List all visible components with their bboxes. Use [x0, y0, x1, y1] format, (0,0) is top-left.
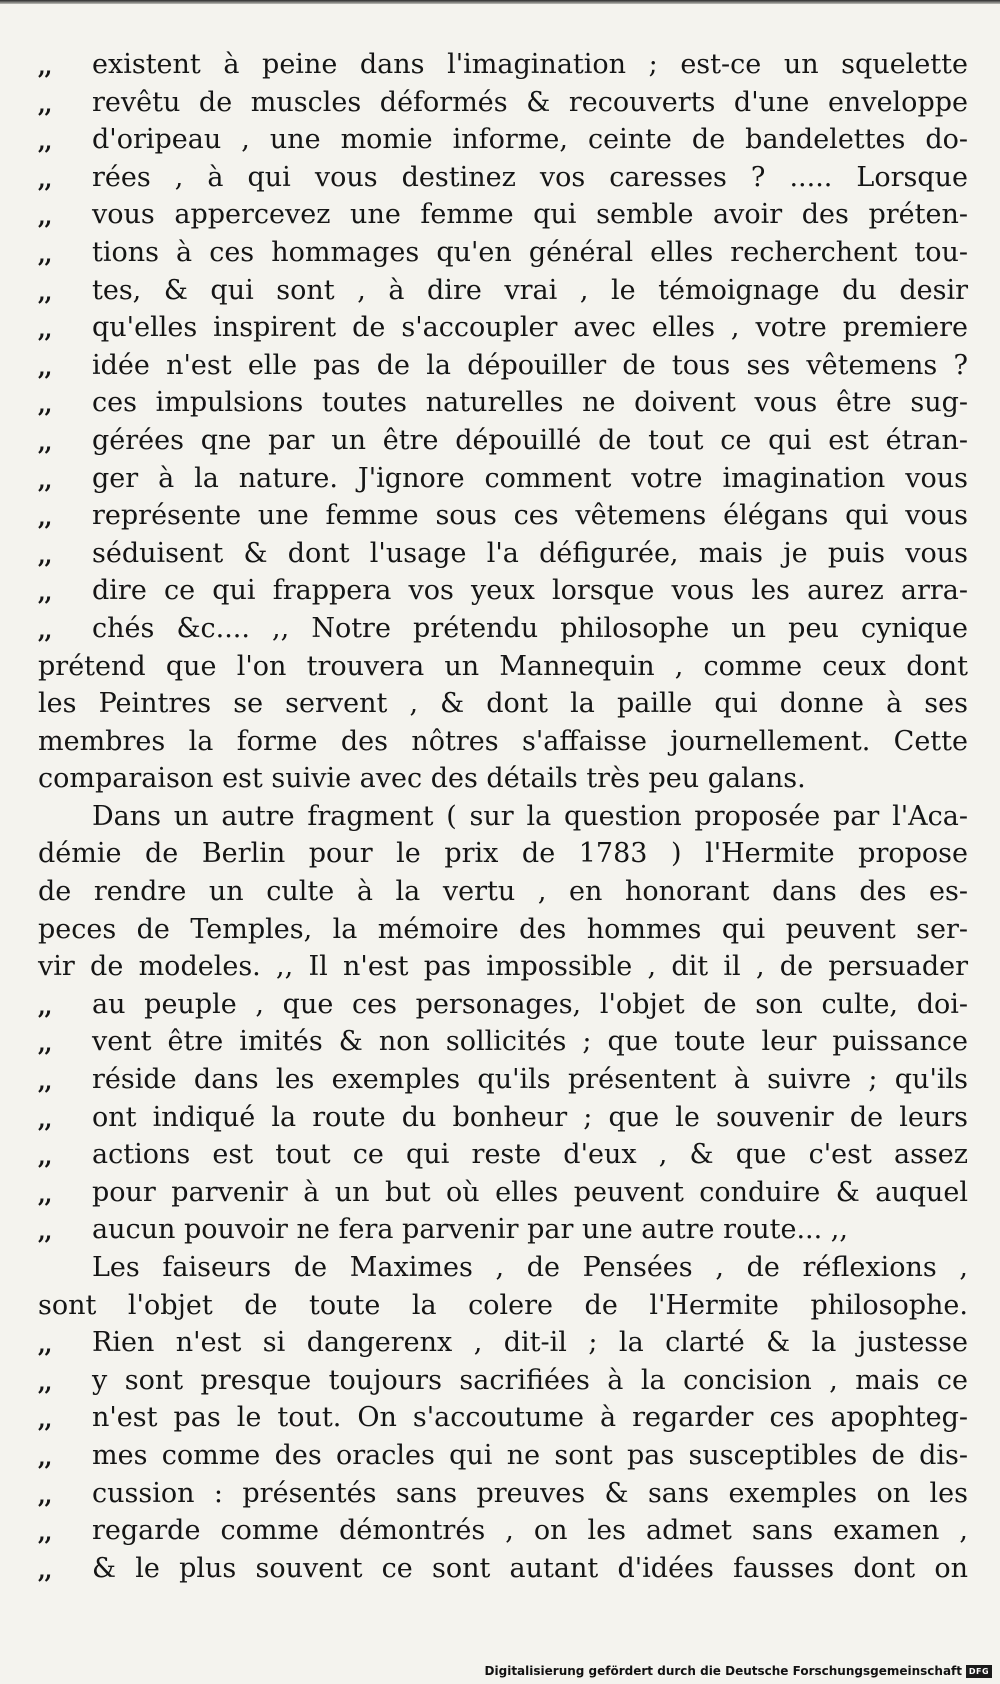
- line-text: rées , à qui vous destinez vos caresses ? ..... Lorsque: [92, 161, 968, 193]
- quote-mark: ,,: [38, 1407, 52, 1434]
- line-text: cussion : présentés sans preuves & sans exemples on les: [92, 1477, 968, 1509]
- text-line: [38, 1136, 968, 1174]
- text-line: [38, 121, 968, 159]
- quote-mark: ,,: [38, 1069, 52, 1096]
- text-line: [38, 460, 968, 498]
- text-line: [38, 1324, 968, 1362]
- text-line: [38, 723, 968, 761]
- text-line: [38, 1550, 968, 1588]
- line-text: prétend que l'on trouvera un Mannequin , comme ceux dont: [38, 650, 968, 682]
- text-line: [38, 685, 968, 723]
- quote-mark: ,,: [38, 1332, 52, 1359]
- text-line: [38, 1362, 968, 1400]
- quote-mark: ,,: [38, 241, 52, 268]
- quote-mark: ,,: [38, 91, 52, 118]
- line-text: dire ce qui frappera vos yeux lorsque vous les aurez arra-: [92, 575, 968, 607]
- line-text: réside dans les exemples qu'ils présentent à suivre ; qu'ils: [92, 1064, 968, 1096]
- quote-mark: ,,: [38, 1219, 52, 1246]
- text-line: [38, 1174, 968, 1212]
- line-text: Dans un autre fragment ( sur la question proposée par l'Aca-: [92, 800, 968, 832]
- text-line: [38, 1475, 968, 1513]
- text-line: [38, 535, 968, 573]
- text-line: [38, 234, 968, 272]
- dfg-logo: DFG: [966, 1665, 992, 1678]
- text-line: [38, 347, 968, 385]
- line-text: pour parvenir à un but où elles peuvent conduire & auquel: [92, 1176, 968, 1208]
- quote-mark: ,,: [38, 429, 52, 456]
- text-line: [38, 384, 968, 422]
- quote-mark: ,,: [38, 54, 52, 80]
- text-line: [38, 648, 968, 686]
- text-line: [38, 84, 968, 122]
- line-text: regarde comme démontrés , on les admet sans examen ,: [92, 1515, 968, 1547]
- quote-mark: ,,: [38, 317, 52, 344]
- quote-mark: ,,: [38, 1031, 52, 1058]
- quote-mark: ,,: [38, 204, 52, 231]
- text-line: [38, 948, 968, 986]
- text-line: [38, 572, 968, 610]
- quote-mark: ,,: [38, 1106, 52, 1133]
- line-text: gérées qne par un être dépouillé de tout ce qui est étran-: [92, 424, 968, 456]
- quote-mark: ,,: [38, 1444, 52, 1471]
- digitization-credit: [485, 1664, 992, 1678]
- text-line: [38, 1023, 968, 1061]
- line-text: Les faiseurs de Maximes , de Pensées , de réflexions ,: [92, 1252, 968, 1283]
- quote-mark: ,,: [38, 1181, 52, 1208]
- quote-mark: ,,: [38, 354, 52, 381]
- quote-mark: ,,: [38, 505, 52, 532]
- line-text: ont indiqué la route du bonheur ; que le souvenir de leurs: [92, 1101, 968, 1133]
- quote-mark: ,,: [38, 279, 52, 306]
- page-top-edge: [0, 0, 1000, 4]
- text-line: [38, 986, 968, 1024]
- text-line: [38, 610, 968, 648]
- text-line: [38, 1099, 968, 1137]
- line-text: tes, & qui sont , à dire vrai , le témoignage du desir: [92, 274, 968, 306]
- line-text: de rendre un culte à la vertu , en honorant dans des es-: [38, 876, 968, 908]
- quote-mark: ,,: [38, 993, 52, 1020]
- line-text: idée n'est elle pas de la dépouiller de tous ses vêtemens ?: [92, 349, 968, 381]
- quote-mark: ,,: [38, 1557, 52, 1584]
- quote-mark: ,,: [38, 1369, 52, 1396]
- line-text: vous appercevez une femme qui semble avoir des préten-: [92, 199, 968, 231]
- quote-mark: ,,: [38, 617, 52, 644]
- line-text: d'oripeau , une momie informe, ceinte de bandelettes do-: [92, 124, 968, 156]
- line-text: au peuple , que ces personages, l'objet de son culte, doi-: [92, 988, 968, 1020]
- line-text: qu'elles inspirent de s'accoupler avec elles , votre premiere: [92, 312, 968, 344]
- text-line: [38, 422, 968, 460]
- quote-mark: ,,: [38, 467, 52, 494]
- text-line: [38, 1249, 968, 1287]
- text-line: [38, 835, 968, 873]
- quote-mark: ,,: [38, 580, 52, 607]
- line-text: sont l'objet de toute la colere de l'Hermite philosophe.: [38, 1289, 968, 1321]
- quote-mark: ,,: [38, 166, 52, 193]
- text-line: [38, 1211, 968, 1249]
- text-line: [38, 760, 968, 798]
- line-text: & le plus souvent ce sont autant d'idées fausses dont on: [92, 1552, 968, 1584]
- line-text: actions est tout ce qui reste d'eux , & que c'est assez: [92, 1139, 968, 1171]
- line-text: aucun pouvoir ne fera parvenir par une autre route... ,,: [92, 1214, 848, 1246]
- line-text: séduisent & dont l'usage l'a défigurée, mais je puis vous: [92, 537, 968, 569]
- line-text: vent être imités & non sollicités ; que toute leur puissance: [92, 1026, 968, 1058]
- text-line: [38, 911, 968, 949]
- text-line: [38, 196, 968, 234]
- line-text: tions à ces hommages qu'en général elles recherchent tou-: [92, 236, 968, 268]
- text-line: [38, 1287, 968, 1325]
- text-line: [38, 1399, 968, 1437]
- line-text: démie de Berlin pour le prix de 1783 ) l'Hermite propose: [38, 838, 968, 870]
- page-text-block: [38, 46, 968, 1587]
- text-line: [38, 798, 968, 836]
- text-line: [38, 1061, 968, 1099]
- line-text: peces de Temples, la mémoire des hommes qui peuvent ser-: [38, 913, 968, 945]
- line-text: les Peintres se servent , & dont la paille qui donne à ses: [38, 688, 968, 720]
- line-text: mes comme des oracles qui ne sont pas susceptibles de dis-: [92, 1439, 968, 1471]
- line-text: représente une femme sous ces vêtemens élégans qui vous: [92, 500, 968, 532]
- quote-mark: ,,: [38, 129, 52, 156]
- line-text: y sont presque toujours sacrifiées à la concision , mais ce: [92, 1364, 968, 1396]
- text-line: [38, 309, 968, 347]
- line-text: Rien n'est si dangerenx , dit-il ; la clarté & la justesse: [92, 1327, 968, 1359]
- credit-text: Digitalisierung gefördert durch die Deutsche Forschungsgemeinschaft: [484, 1664, 962, 1678]
- text-line: [38, 1512, 968, 1550]
- line-text: ger à la nature. J'ignore comment votre imagination vous: [92, 462, 968, 494]
- quote-mark: ,,: [38, 392, 52, 419]
- text-line: [38, 272, 968, 310]
- line-text: chés &c.... ,, Notre prétendu philosophe un peu cynique: [92, 612, 968, 644]
- line-text: ces impulsions toutes naturelles ne doivent vous être sug-: [92, 387, 968, 419]
- line-text: revêtu de muscles déformés & recouverts d'une enveloppe: [92, 86, 968, 118]
- quote-mark: ,,: [38, 1482, 52, 1509]
- line-text: n'est pas le tout. On s'accoutume à regarder ces apophteg-: [92, 1402, 968, 1434]
- quote-mark: ,,: [38, 542, 52, 569]
- text-line: [38, 159, 968, 197]
- text-line: [38, 873, 968, 911]
- quote-mark: ,,: [38, 1144, 52, 1171]
- line-text: membres la forme des nôtres s'affaisse journellement. Cette: [38, 725, 968, 757]
- line-text: comparaison est suivie avec des détails très peu galans.: [38, 763, 806, 795]
- quote-mark: ,,: [38, 1520, 52, 1547]
- line-text: vir de modeles. ,, Il n'est pas impossible , dit il , de persuader: [38, 951, 968, 983]
- text-line: [38, 46, 968, 84]
- text-line: [38, 497, 968, 535]
- text-line: [38, 1437, 968, 1475]
- line-text: existent à peine dans l'imagination ; est-ce un squelette: [92, 49, 968, 80]
